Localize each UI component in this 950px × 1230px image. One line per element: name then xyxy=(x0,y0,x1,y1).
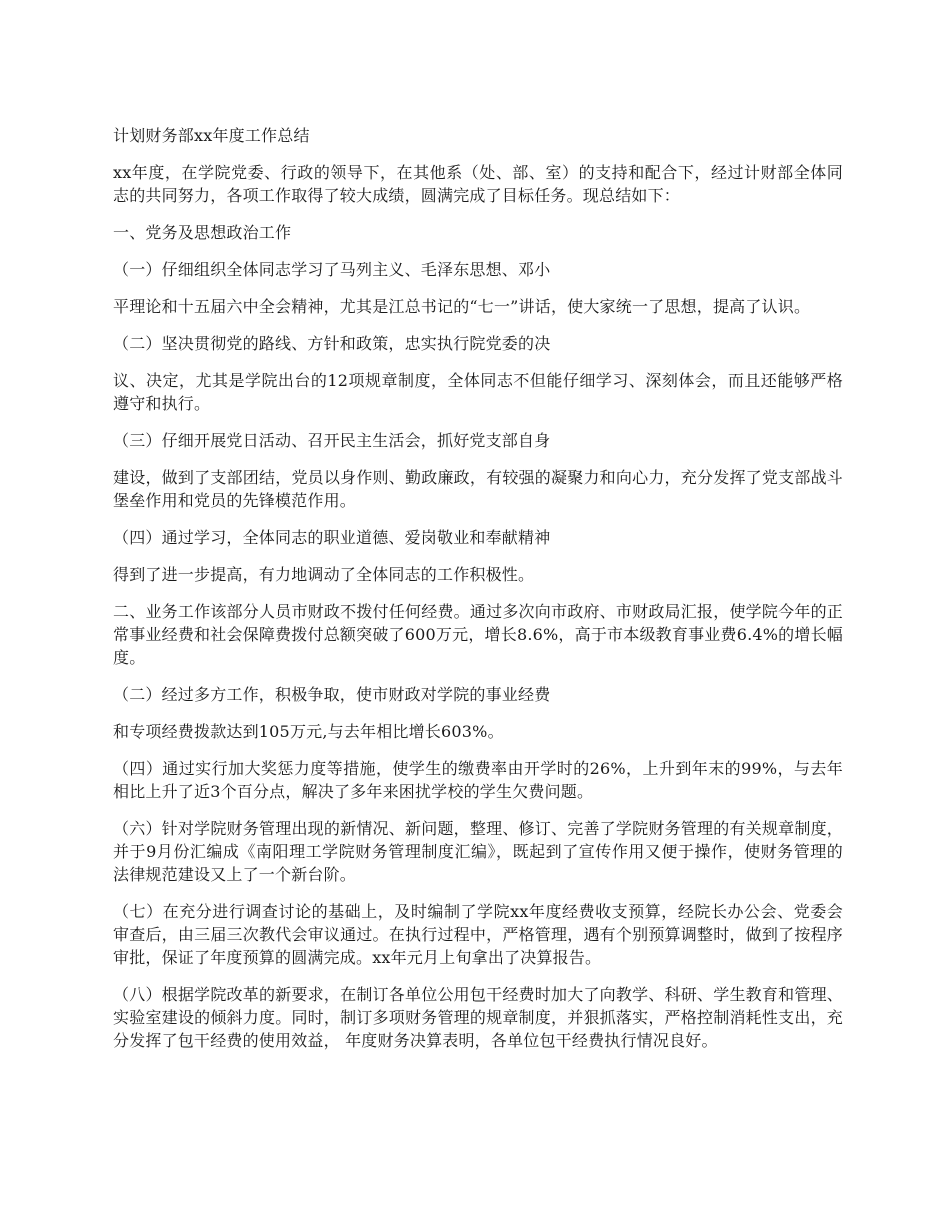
paragraph: （四）通过学习，全体同志的职业道德、爱岗敬业和奉献精神 xyxy=(113,528,551,547)
paragraph: （八）根据学院改革的新要求，在制订各单位公用包干经费时加大了向教学、科研、学生教育和管理、实验室建设的倾斜力度。同时，制订多项财务管理的规章制度，并狠抓落实，严格控制消耗性支出，充分发挥了包干经费的使用效益， 年度财务决算表明，各单位包干经费执行情况良好。 xyxy=(113,985,843,1050)
paragraph: （二）经过多方工作，积极争取，使市财政对学院的事业经费 xyxy=(113,685,551,704)
paragraph: 建设，做到了支部团结，党员以身作则、勤政廉政，有较强的凝聚力和向心力，充分发挥了党支部战斗堡垒作用和党员的先锋模范作用。 xyxy=(113,468,843,510)
paragraph: 得到了进一步提高，有力地调动了全体同志的工作积极性。 xyxy=(113,565,535,584)
paragraph: 平理论和十五届六中全会精神，尤其是江总书记的“七一”讲话，使大家统一了思想，提高了认识。 xyxy=(113,297,811,316)
section-heading-party-work: 一、党务及思想政治工作 xyxy=(113,223,292,242)
section-heading-business-work: 二、业务工作该部分人员市财政不拨付任何经费。通过多次向市政府、市财政局汇报，使学院今年的正常事业经费和社会保障费拨付总额突破了600万元，增长8.6%，高于市本级教育事业费6.4%的增长幅度。 xyxy=(113,602,843,667)
paragraph: （四）通过实行加大奖惩力度等措施，使学生的缴费率由开学时的26%，上升到年末的99%，与去年相比上升了近3个百分点，解决了多年来困扰学校的学生欠费问题。 xyxy=(113,759,843,801)
document-title: 计划财务部xx年度工作总结 xyxy=(113,126,310,145)
paragraph: （二）坚决贯彻党的路线、方针和政策，忠实执行院党委的决 xyxy=(113,334,551,353)
paragraph-intro: xx年度，在学院党委、行政的领导下，在其他系（处、部、室）的支持和配合下，经过计财部全体同志的共同努力，各项工作取得了较大成绩，圆满完成了目标任务。现总结如下： xyxy=(113,163,843,205)
paragraph: 议、决定，尤其是学院出台的12项规章制度，全体同志不但能仔细学习、深刻体会，而且还能够严格遵守和执行。 xyxy=(113,371,843,413)
paragraph: （三）仔细开展党日活动、召开民主生活会，抓好党支部自身 xyxy=(113,431,551,450)
document-body xyxy=(113,124,843,1066)
paragraph: （一）仔细组织全体同志学习了马列主义、毛泽东思想、邓小 xyxy=(113,260,551,279)
paragraph: （六）针对学院财务管理出现的新情况、新问题，整理、修订、完善了学院财务管理的有关规章制度，并于9月份汇编成《南阳理工学院财务管理制度汇编》，既起到了宣传作用又便于操作，使财务管理的法律规范建设又上了一个新台阶。 xyxy=(113,819,843,884)
paragraph: 和专项经费拨款达到105万元,与去年相比增长603%。 xyxy=(113,722,504,741)
paragraph: （七）在充分进行调查讨论的基础上，及时编制了学院xx年度经费收支预算，经院长办公会、党委会审查后，由三届三次教代会审议通过。在执行过程中，严格管理，遇有个别预算调整时，做到了按程序审批，保证了年度预算的圆满完成。xx年元月上旬拿出了决算报告。 xyxy=(113,902,843,967)
